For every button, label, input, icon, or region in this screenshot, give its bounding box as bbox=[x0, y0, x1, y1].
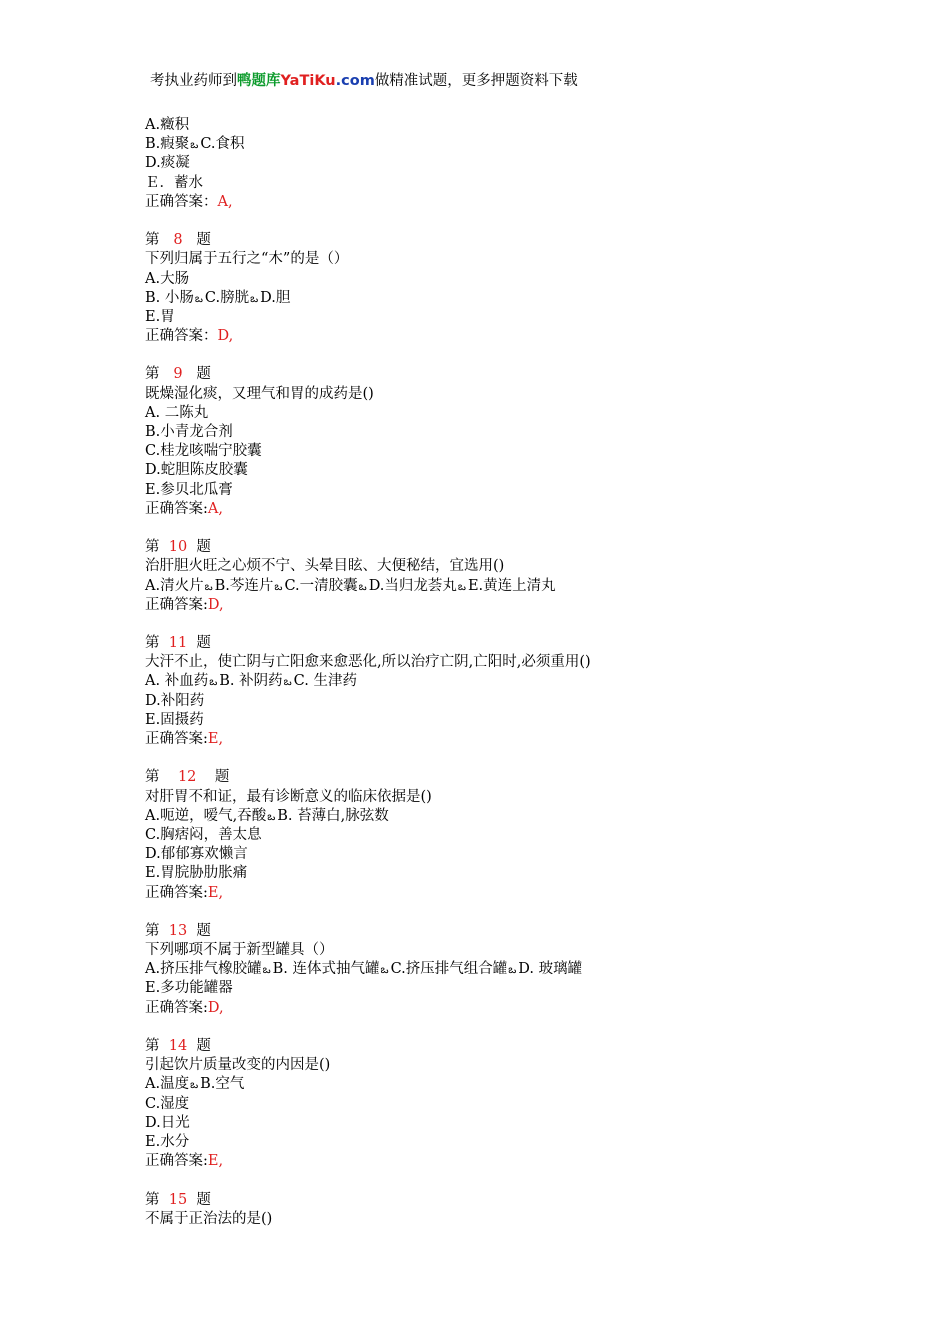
separator-icon: ఒ bbox=[380, 963, 389, 977]
answer-value: D, bbox=[217, 328, 234, 345]
question-12 bbox=[145, 768, 865, 902]
option-c: C.挤压排气组合罐 bbox=[390, 961, 508, 978]
question-number: 12 bbox=[177, 769, 197, 786]
option-e: E.多功能罐器 bbox=[145, 980, 233, 997]
answer-label: 正确答案: bbox=[145, 1153, 208, 1170]
question-number: 15 bbox=[168, 1191, 188, 1208]
option-c: C.胸痞闷，善太息 bbox=[145, 826, 262, 843]
question-10 bbox=[145, 538, 865, 615]
question-number: 8 bbox=[173, 232, 183, 249]
heading-suffix: 题 bbox=[196, 635, 211, 652]
question-heading bbox=[145, 365, 865, 384]
question-number: 10 bbox=[168, 539, 188, 556]
answer-label: 正确答案: bbox=[145, 596, 208, 613]
option-d: D.郁郁寡欢懒言 bbox=[145, 846, 248, 863]
question-15 bbox=[145, 1191, 865, 1229]
answer-line bbox=[145, 884, 865, 903]
separator-icon: ఒ bbox=[194, 291, 203, 305]
heading-suffix: 题 bbox=[196, 922, 211, 939]
answer-label: 正确答案: bbox=[145, 500, 208, 517]
answer-value: E, bbox=[207, 731, 224, 747]
option-row-bcd bbox=[145, 289, 865, 308]
option-b: B.芩连片 bbox=[214, 577, 274, 594]
answer-label: 正确答案: bbox=[145, 999, 208, 1016]
question-number: 13 bbox=[168, 922, 188, 939]
header-suffix: 做精准试题，更多押题资料下载 bbox=[374, 73, 578, 89]
option-b: B.空气 bbox=[200, 1076, 245, 1093]
question-stem: 对肝胃不和证，最有诊断意义的临床依据是() bbox=[145, 788, 432, 805]
option-e: E.黄连上清丸 bbox=[467, 577, 556, 594]
question-heading bbox=[145, 922, 865, 941]
separator-icon: ఒ bbox=[190, 138, 199, 152]
answer-value: D, bbox=[207, 596, 224, 613]
question-heading bbox=[145, 538, 865, 557]
question-stem: 下列归属于五行之“木”的是（） bbox=[145, 251, 349, 268]
heading-suffix: 题 bbox=[214, 769, 230, 786]
heading-prefix: 第 bbox=[145, 539, 160, 556]
answer-line bbox=[145, 596, 865, 615]
heading-prefix: 第 bbox=[145, 1191, 160, 1208]
option-row-abcd bbox=[145, 960, 865, 979]
separator-icon: ఒ bbox=[283, 675, 292, 689]
option-e: E.胃 bbox=[145, 308, 175, 325]
option-d: D.当归龙荟丸 bbox=[368, 577, 457, 594]
option-a: A. 补血药 bbox=[145, 673, 209, 690]
heading-suffix: 题 bbox=[196, 1191, 211, 1208]
answer-label: 正确答案: bbox=[145, 731, 208, 747]
heading-prefix: 第 bbox=[145, 769, 160, 786]
question-stem: 不属于正治法的是() bbox=[145, 1210, 273, 1227]
question-7 bbox=[145, 116, 865, 212]
heading-suffix: 题 bbox=[196, 232, 211, 249]
separator-icon: ఒ bbox=[358, 579, 367, 593]
question-heading bbox=[145, 634, 865, 653]
separator-icon: ఒ bbox=[209, 675, 218, 689]
question-stem: 既燥湿化痰，又理气和胃的成药是() bbox=[145, 385, 374, 402]
answer-line bbox=[145, 500, 865, 519]
option-d: D.补阳药 bbox=[145, 692, 205, 709]
question-8 bbox=[145, 231, 865, 346]
question-stem: 引起饮片质量改变的内因是() bbox=[145, 1057, 331, 1074]
heading-suffix: 题 bbox=[196, 366, 211, 383]
answer-value: D, bbox=[207, 999, 224, 1016]
option-b: B. 小肠 bbox=[145, 289, 194, 306]
answer-line bbox=[145, 327, 865, 346]
question-list bbox=[145, 116, 865, 1229]
option-b: B.瘕聚 bbox=[145, 136, 190, 153]
answer-label: 正确答案： bbox=[145, 328, 218, 345]
option-c: C.食积 bbox=[200, 136, 245, 153]
separator-icon: ఒ bbox=[250, 291, 259, 305]
option-c: C.湿度 bbox=[145, 1095, 190, 1112]
separator-icon: ఒ bbox=[508, 963, 517, 977]
header-prefix: 考执业药师到 bbox=[150, 73, 237, 89]
option-e: E.固摄药 bbox=[145, 711, 204, 728]
heading-prefix: 第 bbox=[145, 635, 160, 652]
question-number: 14 bbox=[168, 1038, 188, 1054]
answer-line bbox=[145, 730, 865, 749]
option-b: B. 补阴药 bbox=[219, 673, 283, 690]
option-e: Ｅ．蓄水 bbox=[145, 174, 203, 191]
option-d: D.胆 bbox=[260, 289, 291, 306]
option-d: D.蛇胆陈皮胶囊 bbox=[145, 462, 248, 479]
option-d: D.痰凝 bbox=[145, 155, 190, 172]
brand-domain: .com bbox=[335, 73, 375, 89]
option-e: E.水分 bbox=[145, 1133, 190, 1150]
option-row-all bbox=[145, 577, 865, 596]
question-11 bbox=[145, 634, 865, 749]
option-c: C.一清胶囊 bbox=[284, 577, 358, 594]
heading-prefix: 第 bbox=[145, 366, 160, 383]
option-a: A.大肠 bbox=[145, 270, 190, 287]
separator-icon: ఒ bbox=[190, 1078, 199, 1092]
option-b: B. 苔薄白,脉弦数 bbox=[277, 807, 389, 824]
option-c: C.桂龙咳喘宁胶囊 bbox=[145, 443, 262, 460]
question-heading bbox=[145, 231, 865, 250]
option-a: A.挤压排气橡胶罐 bbox=[145, 961, 262, 978]
question-number: 11 bbox=[168, 635, 188, 652]
separator-icon: ఒ bbox=[262, 963, 271, 977]
option-a: A. 二陈丸 bbox=[145, 404, 209, 421]
answer-line bbox=[145, 193, 865, 212]
heading-suffix: 题 bbox=[196, 539, 211, 556]
option-b: B.小青龙合剂 bbox=[145, 424, 233, 440]
question-heading bbox=[145, 1037, 865, 1056]
question-stem: 治肝胆火旺之心烦不宁、头晕目眩、大便秘结，宜选用() bbox=[145, 558, 505, 575]
question-14 bbox=[145, 1037, 865, 1171]
brand-name-en: YaTiKu bbox=[280, 73, 336, 89]
option-row-abc bbox=[145, 672, 865, 691]
answer-line bbox=[145, 1152, 865, 1171]
option-b: B. 连体式抽气罐 bbox=[272, 961, 380, 978]
answer-label: 正确答案： bbox=[145, 193, 218, 210]
question-13 bbox=[145, 922, 865, 1018]
brand-name-cn: 鸭题库 bbox=[237, 72, 281, 89]
option-a: A.温度 bbox=[145, 1076, 190, 1093]
question-heading bbox=[145, 768, 865, 787]
answer-line bbox=[145, 999, 865, 1018]
answer-value: A, bbox=[217, 193, 233, 210]
question-heading bbox=[145, 1191, 865, 1210]
option-row-ab bbox=[145, 807, 865, 826]
separator-icon: ఒ bbox=[274, 579, 283, 593]
question-9 bbox=[145, 365, 865, 519]
heading-prefix: 第 bbox=[145, 1038, 160, 1054]
answer-value: E, bbox=[207, 884, 224, 901]
option-c: C.膀胱 bbox=[204, 289, 250, 306]
answer-label: 正确答案: bbox=[145, 884, 208, 901]
option-c: C. 生津药 bbox=[293, 673, 357, 690]
question-stem: 下列哪项不属于新型罐具（） bbox=[145, 942, 334, 959]
option-a: A.癥积 bbox=[145, 117, 190, 133]
option-row-bc bbox=[145, 135, 865, 154]
answer-value: E, bbox=[207, 1153, 224, 1170]
option-row-ab bbox=[145, 1075, 865, 1094]
separator-icon: ఒ bbox=[204, 579, 213, 593]
page-header bbox=[150, 71, 578, 91]
option-a: A.清火片 bbox=[145, 577, 204, 594]
answer-value: A, bbox=[207, 500, 223, 517]
heading-suffix: 题 bbox=[196, 1038, 211, 1054]
option-d: D. 玻璃罐 bbox=[518, 961, 583, 978]
heading-prefix: 第 bbox=[145, 232, 160, 249]
heading-prefix: 第 bbox=[145, 922, 160, 939]
separator-icon: ఒ bbox=[267, 809, 276, 823]
question-stem: 大汗不止，使亡阴与亡阳愈来愈恶化,所以治疗亡阴,亡阳时,必须重用() bbox=[145, 654, 591, 671]
option-e: E.胃脘胁肋胀痛 bbox=[145, 865, 248, 882]
option-d: D.日光 bbox=[145, 1114, 190, 1131]
option-a: A.呃逆，嗳气,吞酸 bbox=[145, 807, 267, 824]
option-e: E.参贝北瓜膏 bbox=[145, 481, 233, 498]
question-number: 9 bbox=[173, 366, 183, 383]
separator-icon: ఒ bbox=[457, 579, 466, 593]
